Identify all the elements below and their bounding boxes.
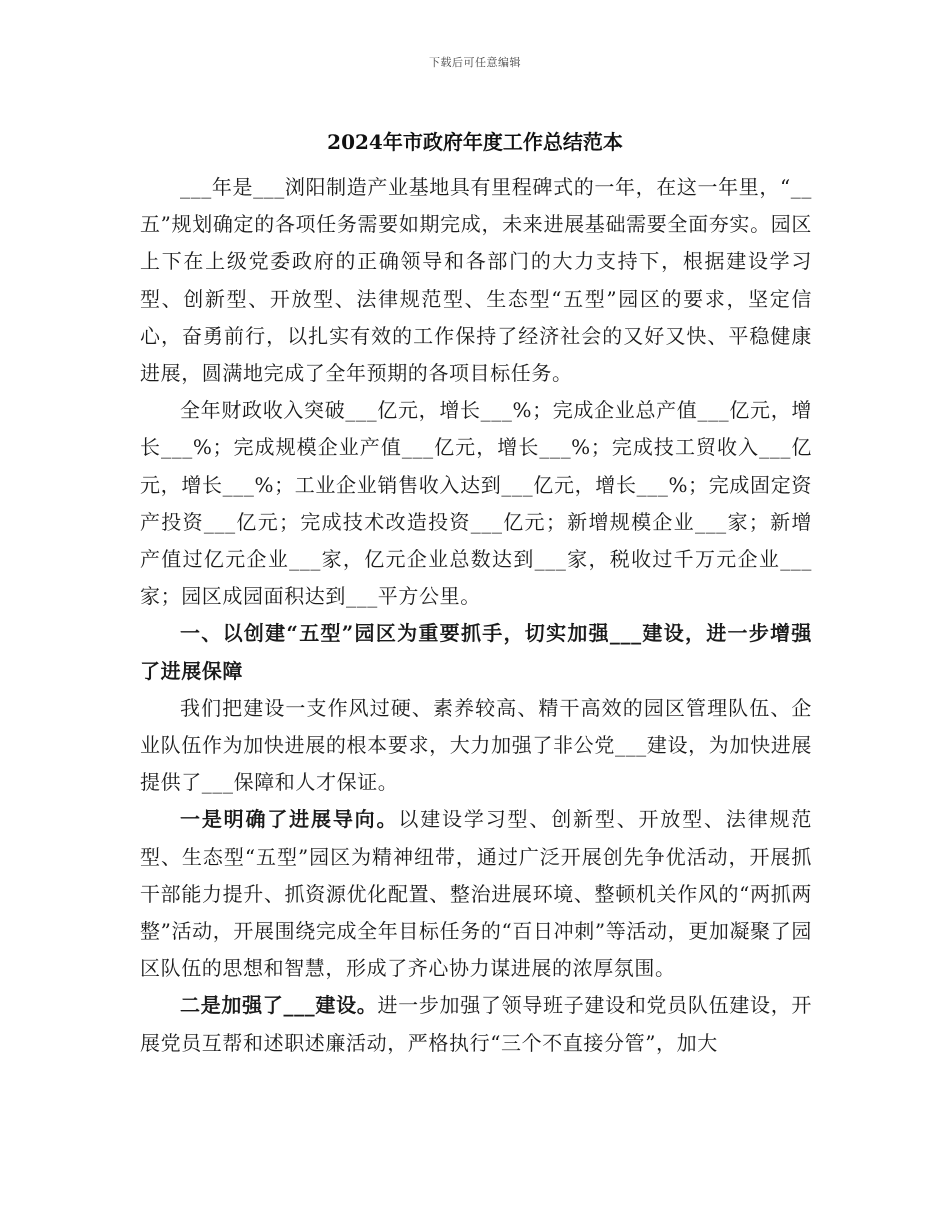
paragraph-statistics: 全年财政收入突破___亿元，增长___%；完成企业总产值___亿元，增长___%；完成规模企业产值___亿元，增长___%；完成技工贸收入___亿元，增长___%；工业企业销售收入达到___亿元，增长___%；完成固定资产投资___亿元；完成技术改造投资___亿元；新增规模企业___家；新增产值过亿元企业___家，亿元企业总数达到___家，税收过千万元企业___家；园区成园面积达到___平方公里。	[140, 398, 812, 609]
paragraph-point-2	[140, 987, 812, 1061]
document-title: 2024年市政府年度工作总结范本	[327, 130, 623, 154]
paragraph-section1-intro: 我们把建设一支作风过硬、素养较高、精干高效的园区管理队伍、企业队伍作为加快进展的根本要求，大力加强了非公党___建设，为加快进展提供了___保障和人才保证。	[140, 695, 812, 795]
document-body	[140, 169, 812, 1062]
point-1-body: 以建设学习型、创新型、开放型、法律规范型、生态型“五型”园区为精神纽带，通过广泛开展创先争优活动，开展抓干部能力提升、抓资源优化配置、整治进展环境、整顿机关作风的“两抓两整”活动，开展围绕完成全年目标任务的“百日冲刺”等活动，更加凝聚了园区队伍的思想和智慧，形成了齐心协力谋进展的浓厚氛围。	[140, 807, 812, 981]
section-heading-1: 一、以创建“五型”园区为重要抓手，切实加强___建设，进一步增强了进展保障	[140, 621, 812, 683]
point-1-lead: 一是明确了进展导向。	[180, 807, 399, 832]
header-note: 下载后可任意编辑	[429, 56, 521, 69]
point-2-body: 进一步加强了领导班子建设和党员队伍建设，开展党员互帮和述职述廉活动，严格执行“三个不直接分管”，加大	[140, 993, 812, 1055]
paragraph-intro: ___年是___浏阳制造产业基地具有里程碑式的一年，在这一年里，“__五”规划确定的各项任务需要如期完成，未来进展基础需要全面夯实。园区上下在上级党委政府的正确领导和各部门的大力支持下，根据建设学习型、创新型、开放型、法律规范型、生态型“五型”园区的要求，坚定信心，奋勇前行，以扎实有效的工作保持了经济社会的又好又快、平稳健康进展，圆满地完成了全年预期的各项目标任务。	[140, 175, 812, 386]
point-2-lead: 二是加强了___建设。	[180, 993, 378, 1018]
paragraph-point-1	[140, 801, 812, 987]
